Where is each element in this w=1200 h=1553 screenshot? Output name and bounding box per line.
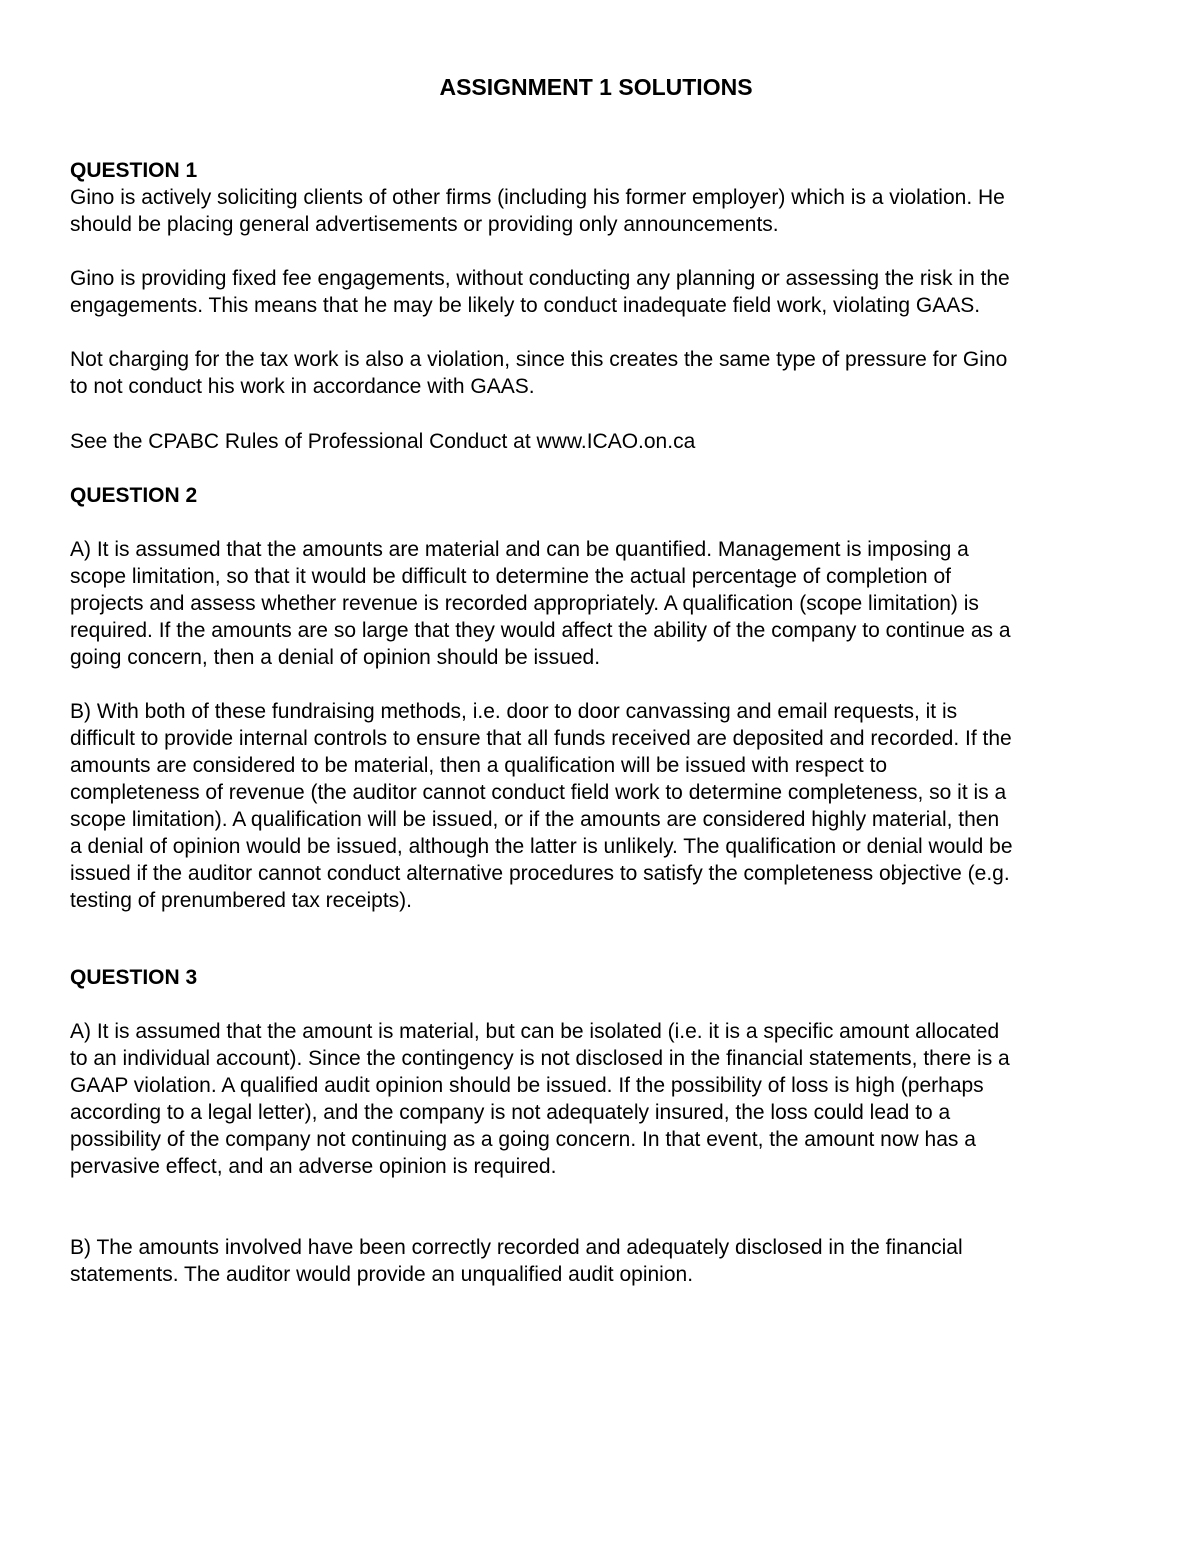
question-1-paragraph-3: Not charging for the tax work is also a violation, since this creates the same type of pressure for Gino to not conduct his work in accordance with GAAS. [70,348,1008,398]
question-3-part-b: B) The amounts involved have been correctly recorded and adequately disclosed in the financial statements. The auditor would provide an unqualified audit opinion. [70,1236,963,1286]
page-title: ASSIGNMENT 1 SOLUTIONS [439,74,753,100]
question-3-part-a: A) It is assumed that the amount is material, but can be isolated (i.e. it is a specific amount allocated to an individual account). Since the contingency is not disclosed in the financial statements, there is a GAAP violation. A qualified audit opinion should be issued. If the possibility of loss is high (perhaps according to a legal letter), and the company is not adequately insured, the loss could lead to a possibility of the company not continuing as a going concern. In that event, the amount now has a pervasive effect, and an adverse opinion is required. [70,1020,1010,1178]
question-2-part-b: B) With both of these fundraising methods, i.e. door to door canvassing and email requests, it is difficult to provide internal controls to ensure that all funds received are deposited and recorded. If the amounts are considered to be material, then a qualification will be issued with respect to completeness of revenue (the auditor cannot conduct field work to determine completeness, so it is a scope limitation). A qualification will be issued, or if the amounts are considered highly material, then a denial of opinion would be issued, although the latter is unlikely. The qualification or denial would be issued if the auditor cannot conduct alternative procedures to satisfy the completeness objective (e.g. testing of prenumbered tax receipts). [70,700,1013,912]
question-3-heading: QUESTION 3 [70,966,198,989]
question-2-part-a: A) It is assumed that the amounts are material and can be quantified. Management is imposing a scope limitation, so that it would be difficult to determine the actual percentage of completion of projects and assess whether revenue is recorded appropriately. A qualification (scope limitation) is required. If the amounts are so large that they would affect the ability of the company to continue as a going concern, then a denial of opinion should be issued. [70,538,1011,669]
question-1-paragraph-1: Gino is actively soliciting clients of other firms (including his former employer) which is a violation. He should be placing general advertisements or providing only announcements. [70,186,1005,236]
question-1-paragraph-2: Gino is providing fixed fee engagements, without conducting any planning or assessing the risk in the engagements. This means that he may be likely to conduct inadequate field work, violating GAAS. [70,267,1010,317]
question-2-heading: QUESTION 2 [70,484,198,507]
question-1-paragraph-4: See the CPABC Rules of Professional Conduct at www.ICAO.on.ca [70,430,696,453]
question-1-heading: QUESTION 1 [70,159,198,182]
